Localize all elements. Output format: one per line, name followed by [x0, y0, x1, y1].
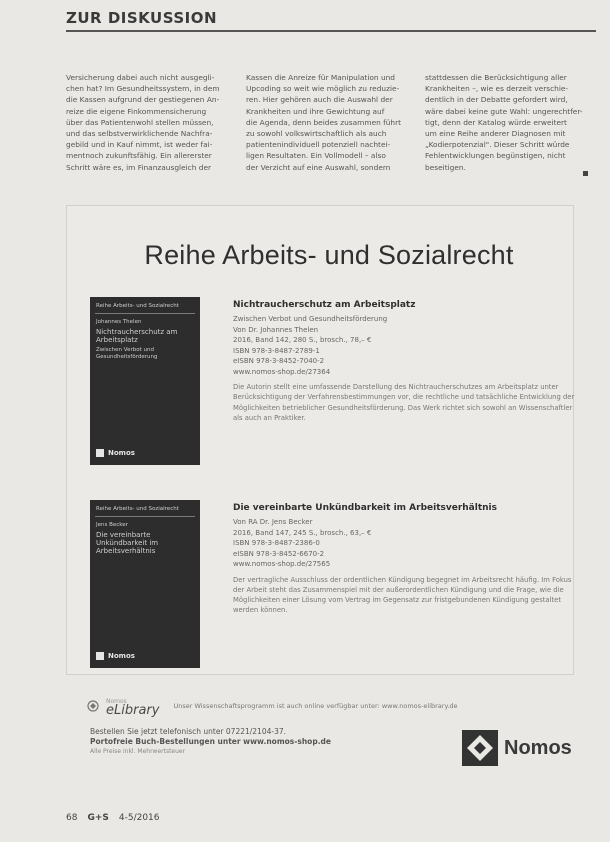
book-info-1	[233, 300, 579, 423]
book-details: 2016, Band 142, 280 S., brosch., 78,– €	[233, 336, 372, 344]
book-description: Der vertragliche Ausschluss der ordentlichen Kündigung begegnet im Arbeitsrecht häufig. Im Fokus der Arbeit steht das Zusammenspiel mit der außerordentlichen Kündigung und die Frage, wie die Möglichkeiten einer Lösung vom Vertrag im Gegensatz zur fristgebundenen Kündigung gestaltet werden können.	[233, 575, 572, 615]
column-line: Upcoding so weit wie möglich zu reduzie-	[246, 84, 400, 94]
cover-title: Nichtraucherschutz am Arbeitsplatz	[96, 328, 178, 344]
book-shop-link[interactable]: www.nomos-shop.de/27565	[233, 560, 331, 568]
column-line: und das selbstverwirklichende Nachfra-	[66, 129, 213, 139]
ad-title: Reihe Arbeits- und Sozialrecht	[144, 240, 514, 270]
book-eisbn: eISBN 978-3-8452-7040-2	[233, 357, 325, 365]
book-details: 2016, Band 147, 245 S., brosch., 63,– €	[233, 528, 372, 537]
book-info-2	[233, 503, 579, 616]
elibrary-small: Nomos	[106, 698, 127, 705]
column-line: um eine Reihe anderer Diagnosen mit	[425, 129, 566, 139]
book-author: Von RA Dr. Jens Becker	[233, 518, 313, 526]
order-phone: Bestellen Sie jetzt telefonisch unter 07221/2104-37.	[90, 727, 287, 736]
cover-publisher-logo	[96, 449, 135, 457]
cover-brand: Nomos	[108, 652, 135, 660]
column-line: gebild und in Kauf nimmt, ist weder fai-	[66, 140, 213, 150]
elibrary-text[interactable]: Unser Wissenschaftsprogramm ist auch online verfügbar unter: www.nomos-elibrary.de	[173, 702, 458, 710]
nomos-diamond-icon	[462, 730, 498, 766]
cover-rule	[95, 313, 195, 314]
column-line: patientenindividuell potenziell nachtei-	[246, 140, 391, 150]
book-cover-2[interactable]	[90, 500, 200, 668]
column-line: die Agenda, denn beides zusammen führt	[246, 117, 402, 127]
cover-series: Reihe Arbeits- und Sozialrecht	[96, 506, 179, 512]
text-column-2	[246, 72, 406, 173]
book-subtitle: Zwischen Verbot und Gesundheitsförderung	[233, 315, 388, 323]
article-end-mark	[583, 171, 588, 176]
elibrary-icon	[86, 699, 100, 713]
column-line: Fehlentwicklungen begünstigen, nicht	[425, 151, 566, 161]
column-line: Krankheiten und ihre Gewichtung auf	[246, 106, 385, 116]
cover-title: Die vereinbarte Unkündbarkeit im Arbeitsverhältnis	[96, 531, 159, 555]
column-line: dentlich in der Debatte gefordert wird,	[425, 95, 568, 105]
book-author: Von Dr. Johannes Thelen	[233, 325, 319, 334]
column-line: reize die eigene Finkommensicherung	[66, 106, 207, 116]
nomos-mark-icon	[96, 449, 104, 457]
book-description: Die Autorin stellt eine umfassende Darstellung des Nichtraucherschutzes am Arbeitsplatz unter Berücksichtigung der Verfahrensbestimmungen vor, die rechtliche und tatsächliche Entwicklung der Möglichkeiten betrieblicher Gesundheitsförderung. Das Werk richtet sich sowohl an Wissenschaftler als auch an Praktiker.	[233, 383, 575, 422]
column-line: Kassen die Anreize für Manipulation und	[246, 73, 395, 82]
journal-name: G+S	[87, 813, 109, 823]
cover-publisher-logo	[96, 652, 135, 660]
column-line: „Kodierpotenzial". Dieser Schritt würde	[425, 140, 570, 150]
column-line: stattdessen die Berücksichtigung aller	[425, 73, 567, 82]
cover-subtitle: Zwischen Verbot und Gesundheitsförderung	[96, 347, 158, 360]
journal-issue: 4-5/2016	[118, 813, 160, 823]
column-line: Schritt wäre es, im Finanzausgleich der	[66, 162, 212, 172]
book-isbn: ISBN 978-3-8487-2789-1	[233, 346, 320, 355]
page-footer	[66, 813, 160, 823]
book-isbn: ISBN 978-3-8487-2386-0	[233, 539, 320, 547]
column-line: zu sowohl volkswirtschaftlich als auch	[246, 129, 387, 139]
header-rule	[66, 30, 596, 32]
column-line: die Kassen aufgrund der gestiegenen An-	[66, 95, 220, 105]
cover-brand: Nomos	[108, 449, 135, 457]
order-shop[interactable]: Portofreie Buch-Bestellungen unter www.nomos-shop.de	[90, 737, 332, 746]
cover-series: Reihe Arbeits- und Sozialrecht	[96, 303, 179, 309]
section-header: ZUR DISKUSSION	[66, 9, 218, 27]
column-line: ren. Hier gehören auch die Auswahl der	[246, 95, 393, 105]
book-cover-1[interactable]	[90, 297, 200, 465]
cover-author: Johannes Thelen	[96, 319, 142, 325]
page-number: 68	[66, 813, 78, 823]
column-line: tigt, denn der Katalog würde erweitert	[425, 117, 567, 127]
order-info	[90, 727, 331, 757]
text-column-1	[66, 72, 226, 173]
column-line: über das Patientenwohl stellen müssen,	[66, 117, 214, 127]
order-vat-note: Alle Preise inkl. Mehrwertsteuer	[90, 748, 186, 755]
elibrary-logo	[106, 697, 160, 718]
column-line: Krankheiten –, wie es derzeit verschie-	[425, 84, 569, 94]
book-title[interactable]: Nichtraucherschutz am Arbeitsplatz	[233, 300, 416, 310]
column-line: der Verzicht auf eine Auswahl, sondern	[246, 162, 391, 172]
elibrary-banner	[86, 697, 458, 718]
cover-rule	[95, 516, 195, 517]
book-eisbn: eISBN 978-3-8452-6670-2	[233, 549, 325, 558]
column-line: beseitigen.	[425, 162, 466, 172]
nomos-mark-icon	[96, 652, 104, 660]
book-title[interactable]: Die vereinbarte Unkündbarkeit im Arbeitsverhältnis	[233, 503, 497, 513]
cover-author: Jens Becker	[96, 522, 128, 528]
column-line: Versicherung dabei auch nicht ausgegli-	[66, 73, 215, 82]
column-line: chen hat? Im Gesundheitssystem, in dem	[66, 84, 220, 94]
elibrary-wordmark: eLibrary	[106, 703, 160, 718]
column-line: ligen Resultaten. Ein Vollmodell – also	[246, 151, 386, 161]
column-line: mentnoch zukunftsfähig. Ein allererster	[66, 151, 212, 161]
column-line: wäre dabei keine gute Wahl: ungerechtfer-	[425, 106, 583, 116]
text-column-3	[425, 72, 585, 173]
nomos-wordmark: Nomos	[504, 736, 572, 759]
book-shop-link[interactable]: www.nomos-shop.de/27364	[233, 367, 331, 376]
nomos-logo	[462, 730, 572, 766]
